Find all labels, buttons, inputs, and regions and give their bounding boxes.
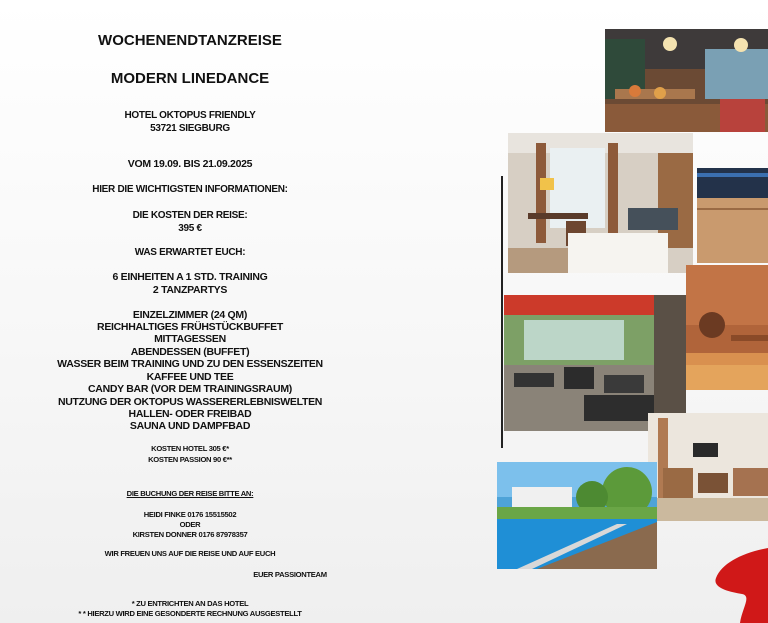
service-item: WASSER BEIM TRAINING UND ZU DEN ESSENSZEITEN xyxy=(57,358,323,370)
cost-split-passion: KOSTEN PASSION 90 €** xyxy=(148,455,232,464)
cost-value: 395 € xyxy=(178,223,202,234)
service-item: SAUNA UND DAMPFBAD xyxy=(129,420,251,432)
travel-dates: VOM 19.09. BIS 21.09.2025 xyxy=(127,158,253,170)
footnote: * * HIERZU WIRD EINE GESONDERTE RECHNUNG AUSGESTELLT xyxy=(78,609,302,618)
pool-photo xyxy=(497,462,657,569)
service-item: REICHHALTIGES FRÜHSTÜCKBUFFET xyxy=(97,321,283,333)
contact-item: HEIDI FINKE 0176 15515502 xyxy=(143,510,237,519)
dance-hall-photo xyxy=(697,168,768,263)
red-chair-photo xyxy=(712,548,768,623)
contact-item: ODER xyxy=(179,520,201,529)
program-item: 6 EINHEITEN A 1 STD. TRAINING xyxy=(112,271,268,283)
hotel-room-photo xyxy=(508,133,693,273)
suite-photo xyxy=(648,413,768,521)
info-heading: HIER DIE WICHTIGSTEN INFORMATIONEN: xyxy=(92,184,288,195)
signature: EUER PASSIONTEAM xyxy=(253,570,327,579)
contact-item: KIRSTEN DONNER 0176 87978357 xyxy=(132,530,248,539)
hotel-name: HOTEL OKTOPUS FRIENDLY xyxy=(124,110,256,121)
hotel-city: 53721 SIEGBURG xyxy=(150,123,230,134)
booking-heading: DIE BUCHUNG DER REISE BITTE AN: xyxy=(126,489,254,498)
service-item: CANDY BAR (VOR DEM TRAININGSRAUM) xyxy=(88,383,292,395)
service-item: ABENDESSEN (BUFFET) xyxy=(130,346,250,358)
service-item: MITTAGESSEN xyxy=(154,333,226,345)
divider-line xyxy=(501,176,503,448)
flyer-subtitle: MODERN LINEDANCE xyxy=(110,70,270,87)
expect-heading: WAS ERWARTET EUCH: xyxy=(134,247,246,258)
service-item: EINZELZIMMER (24 QM) xyxy=(132,309,248,321)
terrace-photo xyxy=(504,295,686,431)
cost-split-hotel: KOSTEN HOTEL 305 €* xyxy=(151,444,229,453)
footnote: * ZU ENTRICHTEN AN DAS HOTEL xyxy=(131,599,249,608)
cost-label: DIE KOSTEN DER REISE: xyxy=(132,210,248,221)
restaurant-photo xyxy=(605,29,768,132)
program-item: 2 TANZPARTYS xyxy=(152,284,228,296)
service-item: KAFFEE UND TEE xyxy=(146,371,234,383)
closing-text: WIR FREUEN UNS AUF DIE REISE UND AUF EUCH xyxy=(104,549,276,558)
service-item: HALLEN- ODER FREIBAD xyxy=(128,408,252,420)
flyer-title: WOCHENENDTANZREISE xyxy=(98,32,282,49)
sauna-photo xyxy=(686,265,768,390)
service-item: NUTZUNG DER OKTOPUS WASSERERLEBNISWELTEN xyxy=(57,396,323,408)
